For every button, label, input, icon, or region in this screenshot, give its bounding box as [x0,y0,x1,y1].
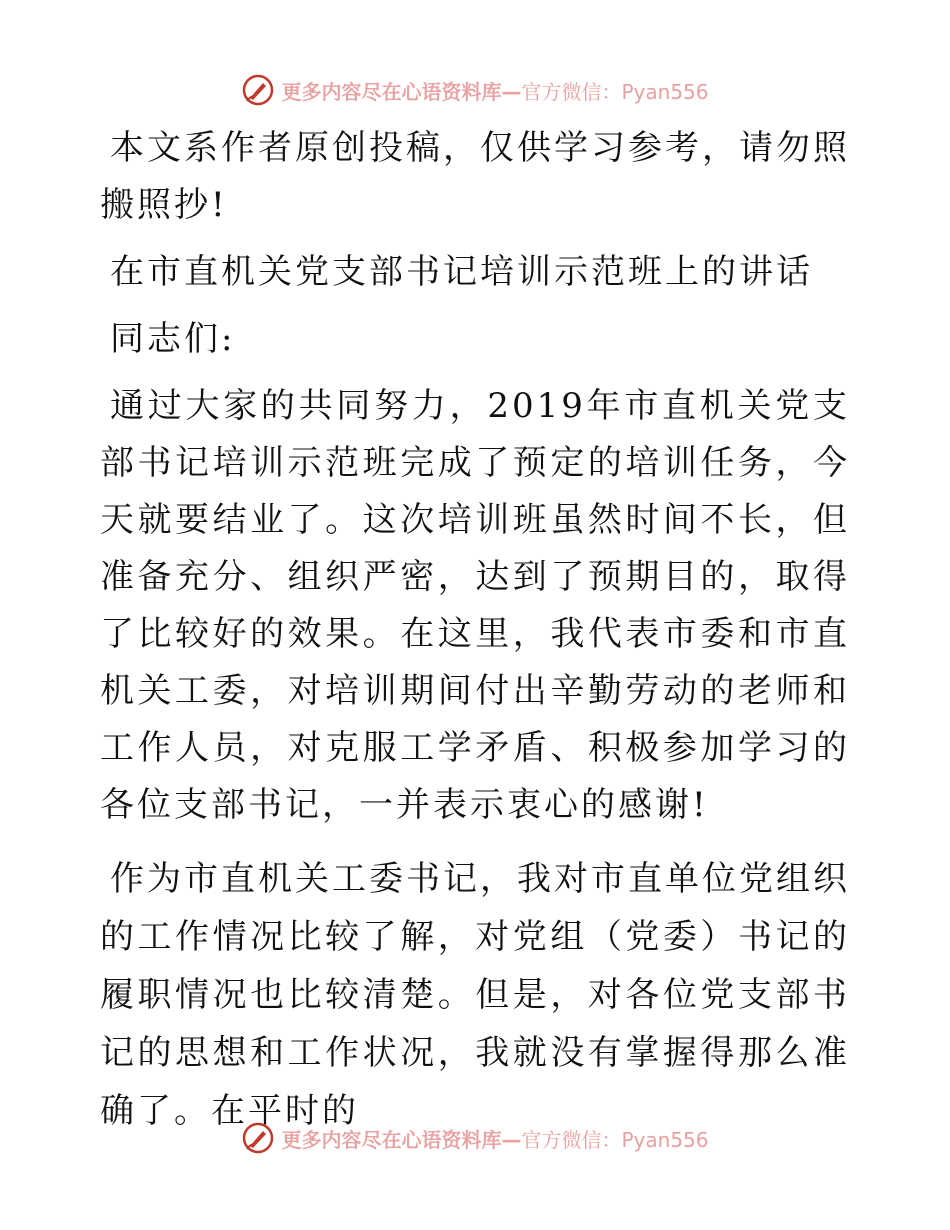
watermark-group [241,1121,708,1155]
paragraph-1: 通过大家的共同努力，2019年市直机关党支部书记培训示范班完成了预定的培训任务，今天就要结业了。这次培训班虽然时间不长，但准备充分、组织严密，达到了预期目的，取得了比较好的效果。在这里，我代表市委和市直机关工委，对培训期间付出辛勤劳动的老师和工作人员，对克服工学矛盾、积极参加学习的各位支部书记，一并表示衷心的感谢! [100,386,850,825]
watermark-site-text: 更多内容尽在心语资料库 [281,79,502,104]
watermark-site-text: 更多内容尽在心语资料库 [281,1127,502,1152]
watermark-group [241,73,708,107]
speech-title: 在市直机关党支部书记培训示范班上的讲话 [110,252,813,292]
watermark-dash: — [501,79,522,104]
watermark-wechat-id: Pyan556 [621,1127,709,1152]
watermark-text [281,76,708,105]
paragraph-2: 作为市直机关工委书记，我对市直单位党组织的工作情况比较了解，对党组（党委）书记的履职情况也比较清楚。但是，对各位党支部书记的思想和工作状况，我就没有掌握得那么准确了。在平时的 [100,859,850,1131]
watermark-text [281,1124,708,1153]
pen-logo-icon [241,1121,275,1155]
watermark-wechat-label: 官方微信： [521,1127,622,1152]
document-body [100,120,850,1140]
header-watermark [0,70,950,110]
footer-watermark [0,1118,950,1158]
watermark-wechat-id: Pyan556 [621,79,709,104]
copyright-notice: 本文系作者原创投稿，仅供学习参考，请勿照搬照抄! [100,128,850,225]
watermark-wechat-label: 官方微信： [521,79,622,104]
pen-logo-icon [241,73,275,107]
watermark-dash: — [501,1127,522,1152]
greeting: 同志们: [110,319,236,359]
